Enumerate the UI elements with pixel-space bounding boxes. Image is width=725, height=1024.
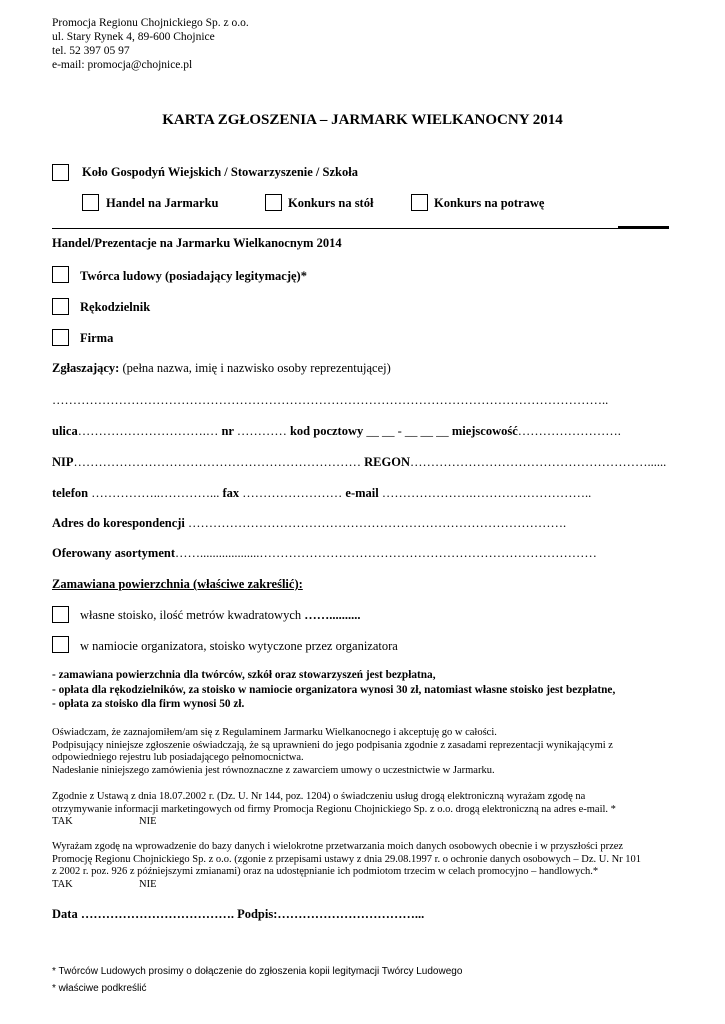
checkbox-konkurs-stol-label: Konkurs na stół bbox=[288, 196, 374, 210]
applicant-name-field[interactable]: …………………………………………………………………………………………………………………….. bbox=[52, 393, 609, 407]
company-phone: tel. 52 397 05 97 bbox=[52, 45, 130, 57]
data-consent-no[interactable]: NIE bbox=[139, 878, 157, 890]
company-address: ul. Stary Rynek 4, 89-600 Chojnice bbox=[52, 31, 215, 43]
checkbox-konkurs-stol[interactable] bbox=[265, 194, 282, 211]
marketing-consent-block bbox=[52, 791, 616, 829]
date-field[interactable]: ………………………………. bbox=[80, 907, 234, 921]
city-field[interactable]: ……………………. bbox=[517, 424, 621, 438]
checkbox-firma[interactable] bbox=[52, 329, 69, 346]
footnote-folk-artists: * Twórców Ludowych prosimy o dołączenie do zgłoszenia kopii legitymacji Twórcy Ludowego bbox=[52, 966, 463, 977]
own-stand-row bbox=[80, 608, 361, 623]
checkbox-own-stand[interactable] bbox=[52, 606, 69, 623]
consent-line: Promocję Regionu Chojnickiego Sp. z o.o. (zgonie z przepisami ustawy z dnia 29.08.1997 r. o ochronie danych osobowych – Dz. U. Nr 101 bbox=[52, 853, 642, 865]
street-field[interactable]: ………………………….… bbox=[77, 424, 219, 438]
nip-regon-row bbox=[52, 455, 666, 470]
section-heading: Handel/Prezentacje na Jarmarku Wielkanocnym 2014 bbox=[52, 236, 342, 250]
checkbox-tworca[interactable] bbox=[52, 266, 69, 283]
assortment-field[interactable]: ……...................……………………………………………………………………… bbox=[175, 546, 597, 560]
company-name: Promocja Regionu Chojnickiego Sp. z o.o. bbox=[52, 17, 249, 29]
fee-note: - opłata za stoisko dla firm wynosi 50 zł. bbox=[52, 698, 245, 710]
assortment-row bbox=[52, 546, 597, 561]
marketing-consent-yes[interactable]: TAK bbox=[52, 816, 73, 828]
declaration-block bbox=[52, 727, 613, 777]
nr-field[interactable]: ………… bbox=[236, 424, 287, 438]
applicant-hint: (pełna nazwa, imię i nazwisko osoby reprezentującej) bbox=[122, 361, 391, 375]
correspondence-label: Adres do korespondencji bbox=[52, 516, 185, 530]
nip-field[interactable]: …………………………………………………………… bbox=[73, 455, 362, 469]
checkbox-tworca-label: Twórca ludowy (posiadający legitymację)* bbox=[80, 269, 307, 283]
contact-row bbox=[52, 486, 591, 501]
applicant-label: Zgłaszający: bbox=[52, 361, 120, 375]
own-stand-label: własne stoisko, ilość metrów kwadratowych bbox=[80, 608, 302, 622]
own-stand-sqm-field[interactable]: …….......... bbox=[304, 608, 361, 622]
checkbox-konkurs-potrawa[interactable] bbox=[411, 194, 428, 211]
applicant-row bbox=[52, 361, 391, 376]
checkbox-organizer-tent[interactable] bbox=[52, 636, 69, 653]
section-divider bbox=[52, 228, 669, 229]
checkbox-firma-label: Firma bbox=[80, 331, 114, 345]
consent-line: Zgodnie z Ustawą z dnia 18.07.2002 r. (Dz. U. Nr 144, poz. 1204) o świadczeniu usług drogą elektroniczną wyrażam zgodę na bbox=[52, 791, 586, 802]
fee-note: - zamawiana powierzchnia dla twórców, szkół oraz stowarzyszeń jest bezpłatna, bbox=[52, 669, 436, 681]
consent-line: z 2002 r. poz. 926 z późniejszymi zmianami) oraz na udostępnianie ich podmiotom trzecim w celach promocyjno – handlowych.* bbox=[52, 866, 599, 878]
signature-field[interactable]: ……………………………... bbox=[277, 907, 425, 921]
phone-label: telefon bbox=[52, 486, 89, 500]
checkbox-kgw-label: Koło Gospodyń Wiejskich / Stowarzyszenie / Szkoła bbox=[82, 165, 358, 179]
regon-label: REGON bbox=[364, 455, 410, 469]
data-processing-consent-block bbox=[52, 841, 641, 892]
section-divider-accent bbox=[618, 226, 669, 228]
consent-line: Wyrażam zgodę na wprowadzenie do bazy danych i wielokrotne przetwarzania moich danych osobowych obecnie i w przyszłości przez bbox=[52, 841, 624, 852]
declaration-line: odpowiedniego rejestru lub posiadającego pełnomocnictwa. bbox=[52, 752, 304, 764]
signature-label: Podpis bbox=[237, 907, 274, 921]
declaration-line: Nadesłanie niniejszego zamówienia jest równoznaczne z zawarciem umowy o uczestnictwie w Jarmarku. bbox=[52, 764, 495, 776]
correspondence-field[interactable]: ………………………………………………………………………………. bbox=[188, 516, 567, 530]
checkbox-rekodzielnik[interactable] bbox=[52, 298, 69, 315]
page-title: KARTA ZGŁOSZENIA – JARMARK WIELKANOCNY 2014 bbox=[162, 112, 563, 128]
postcode-field[interactable]: __ __ - __ __ __ bbox=[366, 424, 449, 438]
fax-label: fax bbox=[222, 486, 240, 500]
city-label: miejscowość bbox=[451, 424, 518, 438]
checkbox-kgw[interactable] bbox=[52, 164, 69, 181]
marketing-consent-options bbox=[52, 816, 616, 829]
fee-note: - opłata dla rękodzielników, za stoisko w namiocie organizatora wynosi 30 zł, natomiast własne stoisko jest bezpłatne, bbox=[52, 683, 616, 696]
checkbox-handel[interactable] bbox=[82, 194, 99, 211]
nip-label: NIP bbox=[52, 455, 74, 469]
email-field[interactable]: ………………….……………………….. bbox=[381, 486, 592, 500]
regon-field[interactable]: …………………………………………………...... bbox=[410, 455, 667, 469]
phone-field[interactable]: ……………..…………... bbox=[91, 486, 220, 500]
correspondence-row bbox=[52, 516, 566, 531]
marketing-consent-no[interactable]: NIE bbox=[139, 816, 157, 828]
data-consent-yes[interactable]: TAK bbox=[52, 878, 73, 890]
fee-notes bbox=[52, 668, 615, 712]
checkbox-rekodzielnik-label: Rękodzielnik bbox=[80, 300, 151, 314]
consent-line: otrzymywanie informacji marketingowych od firmy Promocja Regionu Chojnickiego Sp. z o.o. drogą elektroniczną na adres e-mail. * bbox=[52, 803, 616, 815]
assortment-label: Oferowany asortyment bbox=[52, 546, 176, 560]
footnote-underline: * właściwe podkreślić bbox=[52, 983, 147, 994]
declaration-line: Oświadczam, że zaznajomiłem/am się z Regulaminem Jarmarku Wielkanocnego i akceptuję go w całości. bbox=[52, 727, 497, 738]
data-consent-options bbox=[52, 879, 641, 892]
nr-label: nr bbox=[221, 424, 234, 438]
checkbox-konkurs-potrawa-label: Konkurs na potrawę bbox=[434, 196, 545, 210]
fax-field[interactable]: …………………… bbox=[242, 486, 343, 500]
date-label: Data bbox=[52, 907, 78, 921]
postcode-label: kod pocztowy bbox=[289, 424, 364, 438]
checkbox-handel-label: Handel na Jarmarku bbox=[106, 196, 219, 210]
signature-row: Data ………………………………. Podpis:……………………………... bbox=[52, 907, 425, 921]
organizer-tent-label: w namiocie organizatora, stoisko wytyczone przez organizatora bbox=[80, 639, 398, 653]
declaration-line: Podpisujący niniejsze zgłoszenie oświadczają, że są uprawnieni do jego podpisania zgodnie z zasadami reprezentacji wynikającymi z bbox=[52, 739, 613, 751]
company-email: e-mail: promocja@chojnice.pl bbox=[52, 59, 193, 71]
email-label: e-mail bbox=[345, 486, 379, 500]
area-heading: Zamawiana powierzchnia (właściwe zakreślić): bbox=[52, 577, 303, 591]
street-label: ulica bbox=[52, 424, 78, 438]
address-row bbox=[52, 424, 621, 439]
